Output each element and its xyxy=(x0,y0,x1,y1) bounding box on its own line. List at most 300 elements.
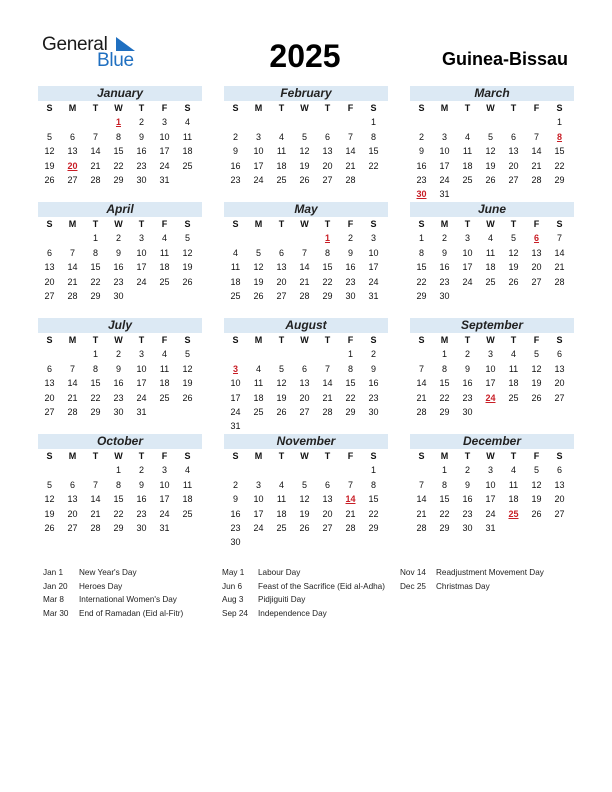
day-cell: 8 xyxy=(324,247,330,258)
day-cell: 24 xyxy=(253,522,264,533)
day-cell: 26 xyxy=(182,276,193,287)
weekday-label: W xyxy=(486,103,495,113)
day-cell: 30 xyxy=(113,406,124,417)
weekday-label: T xyxy=(464,219,471,229)
day-cell: 12 xyxy=(531,479,542,490)
day-cell: 9 xyxy=(232,494,238,505)
day-cell: 13 xyxy=(531,247,542,258)
day-cell: 28 xyxy=(416,522,427,533)
empty-cell xyxy=(61,347,84,361)
weekday-label: F xyxy=(161,335,168,345)
weekday-label: F xyxy=(533,103,540,113)
day-cell: 27 xyxy=(554,392,565,403)
day-cell: 2 xyxy=(464,465,470,476)
day-cell: 23 xyxy=(462,508,473,519)
holiday-date: Mar 8 xyxy=(43,595,64,604)
day-cell: 20 xyxy=(554,494,565,505)
day-cell: 8 xyxy=(370,131,376,142)
holiday-day-cell: 25 xyxy=(508,508,519,519)
day-cell: 26 xyxy=(44,522,55,533)
day-cell: 4 xyxy=(487,233,493,244)
day-cell: 17 xyxy=(136,378,147,389)
day-cell: 7 xyxy=(533,131,539,142)
weekday-label: F xyxy=(347,219,354,229)
day-cell: 11 xyxy=(159,247,170,258)
day-cell: 14 xyxy=(345,146,356,157)
weekday-label: M xyxy=(254,335,263,345)
month-title: February xyxy=(224,86,388,101)
day-cell: 21 xyxy=(531,160,542,171)
day-cell: 16 xyxy=(345,262,356,273)
weekday-label: S xyxy=(370,451,377,461)
day-cell: 11 xyxy=(159,363,170,374)
day-cell: 15 xyxy=(368,494,379,505)
day-cell: 9 xyxy=(138,131,144,142)
day-cell: 10 xyxy=(136,363,147,374)
day-cell: 30 xyxy=(230,537,241,548)
month-day-grid xyxy=(224,333,388,434)
day-cell: 16 xyxy=(113,378,124,389)
empty-cell xyxy=(247,115,270,129)
holiday-date: Jan 1 xyxy=(43,568,64,577)
day-cell: 21 xyxy=(554,262,565,273)
weekday-label: W xyxy=(486,335,495,345)
day-cell: 24 xyxy=(253,174,264,185)
day-cell: 16 xyxy=(230,160,241,171)
day-cell: 5 xyxy=(255,247,261,258)
day-cell: 30 xyxy=(368,406,379,417)
day-cell: 5 xyxy=(487,131,493,142)
day-cell: 30 xyxy=(462,406,473,417)
day-cell: 1 xyxy=(441,465,447,476)
day-cell: 29 xyxy=(322,290,333,301)
day-cell: 14 xyxy=(90,146,101,157)
day-cell: 19 xyxy=(182,378,193,389)
day-cell: 3 xyxy=(370,233,376,244)
day-cell: 14 xyxy=(67,262,78,273)
day-cell: 11 xyxy=(462,146,473,157)
weekday-label: S xyxy=(184,451,191,461)
generalblue-logo xyxy=(42,34,142,74)
day-cell: 3 xyxy=(255,479,261,490)
day-cell: 27 xyxy=(44,406,55,417)
day-cell: 23 xyxy=(416,174,427,185)
weekday-label: T xyxy=(138,451,145,461)
empty-cell xyxy=(339,463,362,477)
day-cell: 13 xyxy=(276,262,287,273)
day-cell: 17 xyxy=(253,160,264,171)
day-cell: 8 xyxy=(347,363,353,374)
day-cell: 23 xyxy=(462,392,473,403)
day-cell: 28 xyxy=(345,174,356,185)
day-cell: 17 xyxy=(159,494,170,505)
holiday-column xyxy=(222,566,385,620)
empty-cell xyxy=(316,463,339,477)
weekday-label: F xyxy=(161,103,168,113)
day-cell: 25 xyxy=(159,392,170,403)
day-cell: 6 xyxy=(69,131,75,142)
weekday-label: M xyxy=(440,451,449,461)
month-december xyxy=(410,434,574,535)
day-cell: 22 xyxy=(439,508,450,519)
day-cell: 17 xyxy=(462,262,473,273)
month-august xyxy=(224,318,388,434)
empty-cell xyxy=(224,115,247,129)
empty-cell xyxy=(410,347,433,361)
day-cell: 10 xyxy=(462,247,473,258)
month-day-grid xyxy=(410,101,574,202)
day-cell: 2 xyxy=(441,233,447,244)
weekday-label: S xyxy=(232,335,239,345)
day-cell: 29 xyxy=(368,522,379,533)
day-cell: 9 xyxy=(464,479,470,490)
day-cell: 20 xyxy=(44,392,55,403)
day-cell: 12 xyxy=(182,247,193,258)
day-cell: 1 xyxy=(115,465,121,476)
day-cell: 13 xyxy=(67,494,78,505)
day-cell: 14 xyxy=(554,247,565,258)
day-cell: 12 xyxy=(44,494,55,505)
day-cell: 6 xyxy=(46,363,52,374)
day-cell: 10 xyxy=(253,146,264,157)
day-cell: 2 xyxy=(115,349,121,360)
day-cell: 28 xyxy=(67,290,78,301)
day-cell: 11 xyxy=(230,262,241,273)
day-cell: 22 xyxy=(554,160,565,171)
holiday-name: End of Ramadan (Eid al-Fitr) xyxy=(79,608,184,618)
month-day-grid xyxy=(410,217,574,303)
day-cell: 21 xyxy=(345,508,356,519)
day-cell: 23 xyxy=(136,160,147,171)
day-cell: 18 xyxy=(462,160,473,171)
weekday-label: S xyxy=(46,451,53,461)
day-cell: 8 xyxy=(370,479,376,490)
day-cell: 9 xyxy=(115,247,121,258)
weekday-label: S xyxy=(370,335,377,345)
month-title: July xyxy=(38,318,202,333)
day-cell: 26 xyxy=(253,290,264,301)
weekday-label: W xyxy=(114,451,123,461)
day-cell: 22 xyxy=(368,160,379,171)
day-cell: 31 xyxy=(136,406,147,417)
weekday-label: T xyxy=(278,219,285,229)
day-cell: 13 xyxy=(67,146,78,157)
day-cell: 21 xyxy=(416,392,427,403)
day-cell: 22 xyxy=(368,508,379,519)
empty-cell xyxy=(316,115,339,129)
day-cell: 18 xyxy=(182,146,193,157)
weekday-label: S xyxy=(232,103,239,113)
holiday-row xyxy=(43,566,183,580)
day-cell: 1 xyxy=(441,349,447,360)
holiday-day-cell: 1 xyxy=(115,117,121,128)
day-cell: 27 xyxy=(299,406,310,417)
day-cell: 20 xyxy=(554,378,565,389)
weekday-label: T xyxy=(510,335,517,345)
weekday-label: S xyxy=(418,451,425,461)
day-cell: 25 xyxy=(253,406,264,417)
month-day-grid xyxy=(410,449,574,535)
day-cell: 25 xyxy=(462,174,473,185)
day-cell: 21 xyxy=(90,160,101,171)
day-cell: 13 xyxy=(44,378,55,389)
day-cell: 7 xyxy=(69,363,75,374)
day-cell: 18 xyxy=(508,494,519,505)
day-cell: 23 xyxy=(345,276,356,287)
weekday-label: T xyxy=(464,103,471,113)
day-cell: 18 xyxy=(182,494,193,505)
month-title: December xyxy=(410,434,574,449)
day-cell: 6 xyxy=(556,465,562,476)
day-cell: 13 xyxy=(554,363,565,374)
day-cell: 21 xyxy=(90,508,101,519)
day-cell: 28 xyxy=(90,174,101,185)
empty-cell xyxy=(38,463,61,477)
day-cell: 5 xyxy=(510,233,516,244)
day-cell: 10 xyxy=(485,479,496,490)
day-cell: 22 xyxy=(416,276,427,287)
day-cell: 20 xyxy=(44,276,55,287)
day-cell: 22 xyxy=(90,276,101,287)
day-cell: 14 xyxy=(322,378,333,389)
day-cell: 13 xyxy=(508,146,519,157)
holiday-row xyxy=(222,607,385,621)
weekday-label: T xyxy=(92,219,99,229)
empty-cell xyxy=(247,463,270,477)
day-cell: 10 xyxy=(159,479,170,490)
weekday-label: T xyxy=(278,335,285,345)
weekday-label: W xyxy=(300,451,309,461)
day-cell: 8 xyxy=(418,247,424,258)
day-cell: 6 xyxy=(324,131,330,142)
day-cell: 18 xyxy=(276,160,287,171)
weekday-label: T xyxy=(138,335,145,345)
day-cell: 4 xyxy=(464,131,470,142)
day-cell: 16 xyxy=(113,262,124,273)
day-cell: 1 xyxy=(347,349,353,360)
weekday-label: M xyxy=(440,335,449,345)
day-cell: 31 xyxy=(368,290,379,301)
empty-cell xyxy=(433,115,456,129)
day-cell: 27 xyxy=(276,290,287,301)
weekday-label: T xyxy=(278,103,285,113)
day-cell: 28 xyxy=(554,276,565,287)
weekday-label: W xyxy=(114,219,123,229)
day-cell: 14 xyxy=(416,378,427,389)
day-cell: 16 xyxy=(230,508,241,519)
empty-cell xyxy=(247,231,270,245)
day-cell: 31 xyxy=(159,174,170,185)
day-cell: 1 xyxy=(92,233,98,244)
day-cell: 14 xyxy=(67,378,78,389)
weekday-label: W xyxy=(114,335,123,345)
empty-cell xyxy=(410,463,433,477)
weekday-label: T xyxy=(464,335,471,345)
weekday-label: T xyxy=(510,451,517,461)
day-cell: 26 xyxy=(531,508,542,519)
holiday-row xyxy=(43,580,183,594)
day-cell: 21 xyxy=(299,276,310,287)
day-cell: 18 xyxy=(276,508,287,519)
day-cell: 28 xyxy=(67,406,78,417)
day-cell: 26 xyxy=(299,522,310,533)
day-cell: 14 xyxy=(416,494,427,505)
day-cell: 4 xyxy=(184,465,190,476)
day-cell: 26 xyxy=(44,174,55,185)
day-cell: 1 xyxy=(370,117,376,128)
day-cell: 8 xyxy=(441,479,447,490)
day-cell: 18 xyxy=(159,262,170,273)
day-cell: 29 xyxy=(113,522,124,533)
day-cell: 20 xyxy=(322,160,333,171)
day-cell: 13 xyxy=(44,262,55,273)
month-day-grid xyxy=(38,333,202,419)
day-cell: 28 xyxy=(322,406,333,417)
day-cell: 21 xyxy=(345,160,356,171)
empty-cell xyxy=(502,115,525,129)
day-cell: 5 xyxy=(533,349,539,360)
weekday-label: S xyxy=(46,219,53,229)
weekday-label: S xyxy=(184,103,191,113)
weekday-label: T xyxy=(324,335,331,345)
day-cell: 12 xyxy=(299,494,310,505)
day-cell: 24 xyxy=(230,406,241,417)
day-cell: 25 xyxy=(276,522,287,533)
day-cell: 9 xyxy=(115,363,121,374)
header xyxy=(0,0,612,82)
day-cell: 12 xyxy=(44,146,55,157)
empty-cell xyxy=(61,115,84,129)
day-cell: 25 xyxy=(182,160,193,171)
weekday-label: T xyxy=(324,219,331,229)
holiday-day-cell: 30 xyxy=(416,189,427,200)
day-cell: 22 xyxy=(322,276,333,287)
day-cell: 3 xyxy=(464,233,470,244)
month-title: October xyxy=(38,434,202,449)
day-cell: 11 xyxy=(276,494,287,505)
month-title: January xyxy=(38,86,202,101)
day-cell: 30 xyxy=(113,290,124,301)
day-cell: 30 xyxy=(136,174,147,185)
holiday-name: Feast of the Sacrifice (Eid al-Adha) xyxy=(258,581,385,591)
weekday-label: S xyxy=(556,103,563,113)
day-cell: 9 xyxy=(232,146,238,157)
day-cell: 2 xyxy=(232,131,238,142)
weekday-label: S xyxy=(418,335,425,345)
logo-blue-text: Blue xyxy=(97,50,134,71)
day-cell: 25 xyxy=(508,392,519,403)
empty-cell xyxy=(525,115,548,129)
weekday-label: W xyxy=(114,103,123,113)
weekday-label: T xyxy=(138,103,145,113)
year-title: 2025 xyxy=(269,38,341,74)
day-cell: 26 xyxy=(485,174,496,185)
weekday-label: T xyxy=(510,103,517,113)
weekday-label: S xyxy=(418,103,425,113)
empty-cell xyxy=(38,231,61,245)
holiday-row xyxy=(222,580,385,594)
day-cell: 16 xyxy=(136,146,147,157)
day-cell: 28 xyxy=(531,174,542,185)
day-cell: 5 xyxy=(278,363,284,374)
day-cell: 8 xyxy=(115,131,121,142)
day-cell: 23 xyxy=(113,276,124,287)
month-title: August xyxy=(224,318,388,333)
day-cell: 23 xyxy=(113,392,124,403)
day-cell: 22 xyxy=(439,392,450,403)
day-cell: 12 xyxy=(276,378,287,389)
day-cell: 21 xyxy=(416,508,427,519)
day-cell: 11 xyxy=(485,247,496,258)
day-cell: 8 xyxy=(441,363,447,374)
day-cell: 20 xyxy=(276,276,287,287)
day-cell: 3 xyxy=(487,465,493,476)
day-cell: 7 xyxy=(418,479,424,490)
holiday-day-cell: 1 xyxy=(324,233,330,244)
month-march xyxy=(410,86,574,202)
weekday-label: S xyxy=(556,451,563,461)
weekday-label: M xyxy=(68,335,77,345)
day-cell: 15 xyxy=(368,146,379,157)
day-cell: 12 xyxy=(485,146,496,157)
day-cell: 27 xyxy=(531,276,542,287)
weekday-label: S xyxy=(370,103,377,113)
holiday-name: Labour Day xyxy=(258,568,301,577)
weekday-label: S xyxy=(46,103,53,113)
day-cell: 6 xyxy=(301,363,307,374)
weekday-label: M xyxy=(254,103,263,113)
day-cell: 4 xyxy=(510,349,516,360)
day-cell: 1 xyxy=(418,233,424,244)
day-cell: 3 xyxy=(138,349,144,360)
day-cell: 28 xyxy=(345,522,356,533)
weekday-label: F xyxy=(533,219,540,229)
day-cell: 2 xyxy=(115,233,121,244)
empty-cell xyxy=(61,463,84,477)
day-cell: 10 xyxy=(439,146,450,157)
day-cell: 29 xyxy=(345,406,356,417)
empty-cell xyxy=(293,463,316,477)
weekday-label: T xyxy=(92,103,99,113)
month-day-grid xyxy=(38,217,202,303)
day-cell: 3 xyxy=(161,465,167,476)
day-cell: 18 xyxy=(485,262,496,273)
weekday-label: T xyxy=(92,451,99,461)
day-cell: 12 xyxy=(299,146,310,157)
day-cell: 19 xyxy=(44,160,55,171)
day-cell: 4 xyxy=(510,465,516,476)
day-cell: 15 xyxy=(322,262,333,273)
day-cell: 18 xyxy=(508,378,519,389)
day-cell: 24 xyxy=(439,174,450,185)
weekday-label: W xyxy=(486,451,495,461)
month-day-grid xyxy=(224,217,388,303)
holiday-row xyxy=(400,580,544,594)
day-cell: 12 xyxy=(508,247,519,258)
day-cell: 26 xyxy=(508,276,519,287)
holiday-date: Dec 25 xyxy=(400,581,426,591)
day-cell: 17 xyxy=(485,494,496,505)
day-cell: 22 xyxy=(90,392,101,403)
weekday-label: F xyxy=(161,219,168,229)
day-cell: 15 xyxy=(439,378,450,389)
day-cell: 31 xyxy=(439,189,450,200)
weekday-label: S xyxy=(370,219,377,229)
day-cell: 29 xyxy=(416,290,427,301)
weekday-label: S xyxy=(556,219,563,229)
day-cell: 30 xyxy=(136,522,147,533)
holiday-name: Readjustment Movement Day xyxy=(436,568,544,577)
